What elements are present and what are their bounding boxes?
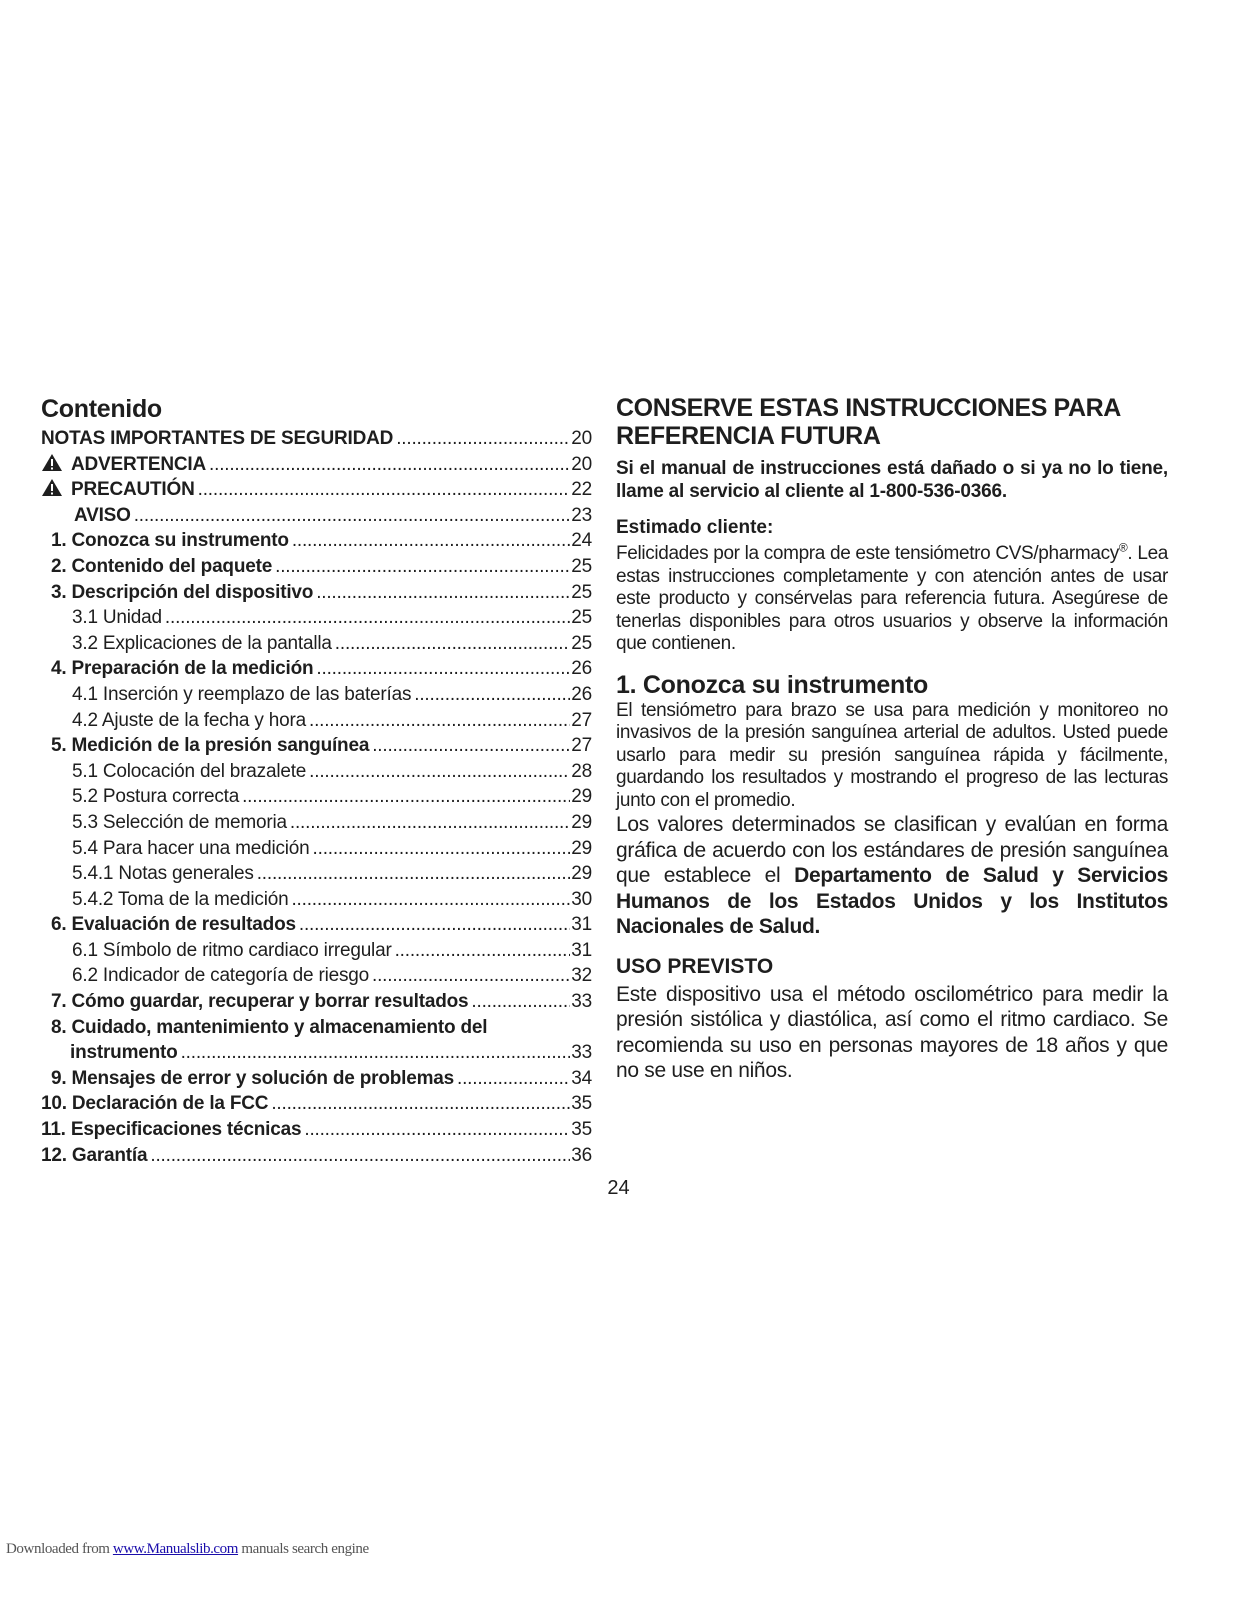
toc-entry-page: 29: [571, 786, 592, 808]
toc-entry-text: ADVERTENCIA: [71, 453, 207, 475]
toc-list: [41, 426, 592, 1168]
toc-leader-dots: [291, 887, 570, 913]
toc-entry-page: 26: [571, 683, 592, 705]
toc-leader-dots: [309, 759, 570, 785]
toc-entry-label: [74, 503, 131, 529]
toc-entry-label: [51, 528, 289, 554]
toc-entry-page: 29: [571, 837, 592, 859]
toc-entry-page: 35: [571, 1093, 592, 1115]
toc-entry: [41, 810, 592, 836]
toc-entry: [41, 1143, 592, 1169]
toc-entry-label: [72, 861, 254, 887]
toc-entry-text: 8. Cuidado, mantenimiento y almacenamiento del: [51, 1016, 488, 1038]
toc-entry-page: 29: [571, 811, 592, 833]
toc-leader-dots: [134, 503, 571, 529]
toc-entry: [41, 912, 592, 938]
toc-leader-dots: [316, 656, 570, 682]
toc-entry-text: 1. Conozca su instrumento: [51, 530, 289, 552]
toc-entry-text: 5. Medición de la presión sanguínea: [51, 735, 370, 757]
footer-prefix: Downloaded from: [6, 1541, 113, 1557]
toc-entry-text: 5.4.1 Notas generales: [72, 863, 254, 885]
toc-entry: [41, 452, 592, 478]
toc-entry: [41, 682, 592, 708]
toc-leader-dots: [198, 477, 571, 503]
toc-entry-label: [72, 759, 306, 785]
toc-entry-text: 3.2 Explicaciones de la pantalla: [72, 632, 332, 654]
warning-triangle-icon: [41, 478, 63, 497]
toc-entry-label: [51, 989, 468, 1015]
toc-leader-dots: [396, 426, 570, 452]
right-column: [616, 394, 1168, 1084]
toc-entry-text: 6. Evaluación de resultados: [51, 914, 296, 936]
toc-leader-dots: [150, 1143, 570, 1169]
toc-leader-dots: [299, 912, 570, 938]
toc-entry-label: [72, 682, 411, 708]
toc-entry-page: 28: [571, 760, 592, 782]
toc-entry: [41, 477, 592, 503]
toc-entry-page: 26: [571, 658, 592, 680]
toc-leader-dots: [372, 963, 570, 989]
toc-entry: [41, 1040, 592, 1066]
toc-entry-label: [41, 1117, 301, 1143]
toc-leader-dots: [209, 452, 570, 478]
toc-entry-text: 11. Especificaciones técnicas: [41, 1119, 302, 1141]
intended-use-heading: USO PREVISTO: [616, 954, 774, 978]
toc-entry-label: [51, 1066, 454, 1092]
toc-leader-dots: [242, 784, 570, 810]
toc-entry-page: 31: [571, 939, 592, 961]
toc-entry-label: [41, 452, 206, 478]
toc-leader-dots: [292, 528, 570, 554]
dear-customer-label: Estimado cliente:: [616, 517, 774, 538]
toc-entry: [41, 938, 592, 964]
toc-entry-label: [51, 1017, 487, 1038]
toc-leader-dots: [414, 682, 570, 708]
section-1-paragraph-2-text: Los valores determinados se clasifican y evalúan en forma gráfica de acuerdo con los estándares de presión sanguínea que establece el: [616, 813, 1168, 887]
toc-entry-page: 25: [571, 555, 592, 577]
toc-entry: [41, 554, 592, 580]
toc-entry-text: 12. Garantía: [41, 1144, 148, 1166]
toc-entry: [41, 861, 592, 887]
toc-entry-text: PRECAUTIÓN: [71, 479, 195, 501]
toc-leader-dots: [457, 1066, 570, 1092]
toc-leader-dots: [335, 631, 570, 657]
intended-use-text: Este dispositivo usa el método oscilométrico para medir la presión sistólica y diastólica, así como el ritmo cardiaco. Se recomienda su uso en personas mayores de 18 años y que no se use en niños.: [616, 982, 1168, 1082]
toc-entry-label: [72, 836, 310, 862]
toc-entry-page: 24: [571, 530, 592, 552]
toc-entry-page: 29: [571, 863, 592, 885]
toc-entry-label: [72, 810, 287, 836]
toc-entry-label: [51, 554, 272, 580]
toc-entry: [41, 887, 592, 913]
registered-mark: ®: [1118, 540, 1128, 555]
toc-entry: [41, 1066, 592, 1092]
toc-entry-page: 25: [571, 581, 592, 603]
footer-suffix: manuals search engine: [238, 1541, 369, 1557]
toc-entry-text: 5.4 Para hacer una medición: [72, 837, 310, 859]
page-number: 24: [607, 1177, 630, 1199]
toc-entry-label: [51, 912, 296, 938]
toc-entry-page: 34: [571, 1067, 592, 1089]
toc-leader-dots: [181, 1040, 571, 1066]
toc-leader-dots: [372, 733, 570, 759]
section-1-paragraph-2: [616, 812, 1168, 940]
toc-entry: [41, 426, 592, 452]
dear-customer-text-part2: . Lea estas instrucciones completamente y con atención antes de usar este producto y consérvelas para referencia futura. Asegúrese de tenerlas disponibles para otros usuarios y observe la información que contienen.: [616, 543, 1168, 654]
dear-customer-text: [616, 540, 1168, 656]
toc-entry-text: 3. Descripción del dispositivo: [51, 581, 314, 603]
toc-entry-page: 23: [571, 504, 592, 526]
toc-entry-text: NOTAS IMPORTANTES DE SEGURIDAD: [41, 428, 394, 449]
toc-entry: [41, 708, 592, 734]
toc-entry-label: [41, 426, 393, 452]
toc-entry: [41, 656, 592, 682]
toc-entry-label: [41, 1091, 268, 1117]
toc-entry-text: 3.1 Unidad: [72, 607, 162, 629]
toc-entry-text: AVISO: [74, 504, 131, 526]
toc-entry-page: 20: [571, 453, 592, 475]
table-of-contents: [41, 394, 592, 1168]
toc-entry: [41, 963, 592, 989]
toc-entry-text: 4. Preparación de la medición: [51, 658, 314, 680]
toc-entry-page: 30: [571, 888, 592, 910]
toc-entry: [41, 836, 592, 862]
toc-entry-label: [41, 477, 195, 503]
toc-entry-label: [72, 963, 369, 989]
toc-entry: [41, 1091, 592, 1117]
toc-entry-page: 20: [571, 428, 592, 449]
toc-leader-dots: [257, 861, 571, 887]
toc-leader-dots: [309, 708, 570, 734]
toc-entry-label: [51, 580, 313, 606]
toc-entry: [41, 580, 592, 606]
toc-entry-label: [72, 887, 288, 913]
toc-entry: [41, 759, 592, 785]
toc-entry: [41, 605, 592, 631]
manualslib-link[interactable]: www.Manualslib.com: [112, 1541, 239, 1557]
toc-leader-dots: [290, 810, 570, 836]
toc-entry-text: 6.1 Símbolo de ritmo cardiaco irregular: [72, 939, 392, 961]
toc-leader-dots: [316, 580, 570, 606]
toc-entry-page: 33: [571, 991, 592, 1013]
toc-entry-text: 9. Mensajes de error y solución de problemas: [51, 1067, 455, 1089]
toc-entry-page: 35: [571, 1119, 592, 1141]
section-1-heading: 1. Conozca su instrumento: [616, 670, 928, 699]
toc-entry-page: 22: [571, 479, 592, 501]
toc-leader-dots: [165, 605, 570, 631]
toc-entry-text: 2. Contenido del paquete: [51, 555, 273, 577]
toc-title: Contenido: [41, 395, 162, 423]
toc-entry-label: [72, 631, 332, 657]
toc-leader-dots: [313, 836, 571, 862]
toc-entry-text: 10. Declaración de la FCC: [41, 1093, 269, 1115]
toc-entry-label: [72, 605, 162, 631]
toc-entry-text: 5.2 Postura correcta: [72, 786, 240, 808]
toc-entry-page: 36: [571, 1144, 592, 1166]
toc-entry-page: 32: [571, 965, 592, 987]
damaged-manual-callout: Si el manual de instrucciones está dañado o si ya no lo tiene, llame al servicio al cliente al 1-800-536-0366.: [616, 458, 1168, 502]
toc-entry-page: 27: [571, 735, 592, 757]
toc-entry: [41, 733, 592, 759]
toc-entry: [41, 1015, 592, 1041]
toc-entry-label: [51, 656, 313, 682]
toc-entry-page: 27: [571, 709, 592, 731]
toc-entry: [41, 784, 592, 810]
toc-leader-dots: [395, 938, 571, 964]
toc-entry: [41, 631, 592, 657]
toc-leader-dots: [275, 554, 570, 580]
toc-entry: [41, 989, 592, 1015]
toc-leader-dots: [304, 1117, 570, 1143]
toc-entry-page: 25: [571, 632, 592, 654]
toc-entry-text: 5.3 Selección de memoria: [72, 811, 287, 833]
toc-entry-label: [51, 733, 369, 759]
section-1-paragraph-2-bold: Departamento de Salud y Servicios Humanos de los Estados Unidos y los Institutos Nacionales de Salud.: [616, 864, 1168, 938]
toc-entry-label: [70, 1040, 178, 1066]
toc-entry-text: 4.1 Inserción y reemplazo de las baterías: [72, 683, 412, 705]
save-instructions-heading: CONSERVE ESTAS INSTRUCCIONES PARA REFERENCIA FUTURA: [616, 394, 1120, 450]
toc-leader-dots: [271, 1091, 570, 1117]
toc-entry-text: 7. Cómo guardar, recuperar y borrar resultados: [51, 991, 469, 1013]
toc-entry-page: 25: [571, 607, 592, 629]
toc-entry: [41, 1117, 592, 1143]
download-footer: [6, 1541, 369, 1558]
toc-entry-text: instrumento: [70, 1042, 178, 1064]
toc-entry-label: [72, 784, 239, 810]
toc-entry-text: 6.2 Indicador de categoría de riesgo: [72, 965, 370, 987]
toc-leader-dots: [471, 989, 570, 1015]
toc-entry: [41, 528, 592, 554]
section-1-paragraph-1: El tensiómetro para brazo se usa para medición y monitoreo no invasivos de la presión sanguínea arterial de adultos. Usted puede usarlo para medir su presión sanguínea rápida y fácilmente, guardando los resultados y mostrando el progreso de las lecturas junto con el promedio.: [616, 699, 1168, 811]
dear-customer-text-part1: Felicidades por la compra de este tensiómetro CVS/pharmacy: [616, 543, 1119, 564]
toc-entry-label: [72, 708, 306, 734]
toc-entry-label: [72, 938, 392, 964]
toc-entry: [41, 503, 592, 529]
toc-entry-text: 4.2 Ajuste de la fecha y hora: [72, 709, 306, 731]
toc-entry-page: 33: [571, 1042, 592, 1064]
toc-entry-text: 5.4.2 Toma de la medición: [72, 888, 289, 910]
warning-triangle-icon: [41, 453, 63, 472]
toc-entry-page: 31: [571, 914, 592, 936]
toc-entry-text: 5.1 Colocación del brazalete: [72, 760, 307, 782]
toc-entry-label: [41, 1143, 147, 1169]
